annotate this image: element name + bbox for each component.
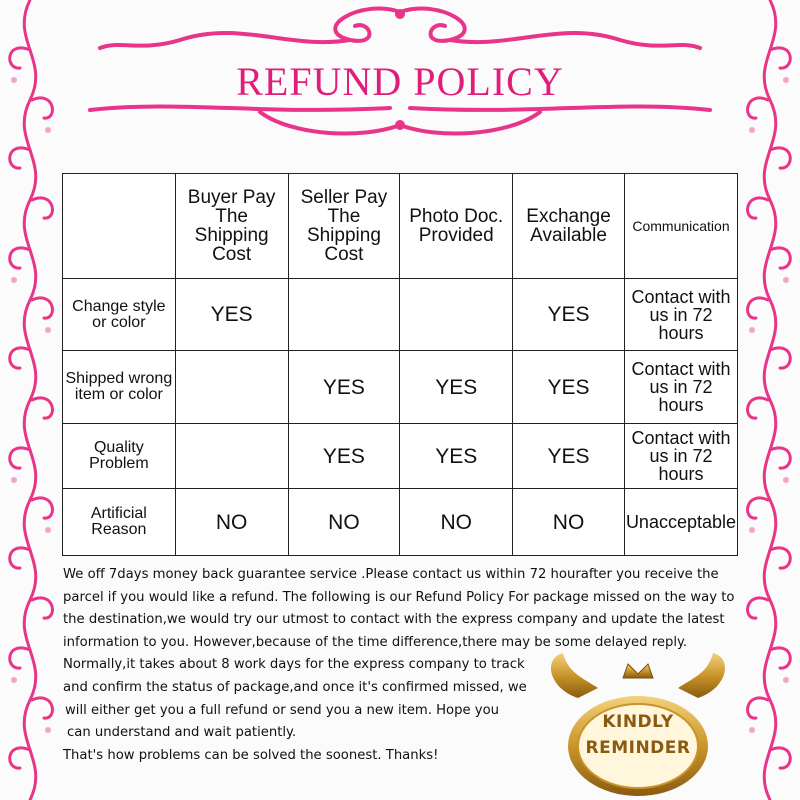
row-label-line: item or color (74, 386, 163, 403)
header-corner-cell (63, 174, 176, 279)
cell-seller: YES (288, 424, 400, 489)
cell-exchange: NO (513, 489, 625, 556)
cell-communication (624, 351, 737, 424)
notice-line: and confirm the status of package,and once it's confirmed missed, we (63, 679, 527, 695)
row-label-quality-problem (63, 424, 176, 489)
cell-exchange: YES (513, 424, 625, 489)
header-line: Exchange (526, 206, 611, 227)
header-buyer-pay-shipping (175, 174, 288, 279)
header-communication: Communication (624, 174, 737, 279)
notice-line: We off 7days money back guarantee service .Please contact us within 72 hourafter you receive the (63, 567, 719, 582)
notice-line: can understand and wait patiently. (67, 725, 297, 741)
comm-line: Contact with (631, 286, 731, 307)
cell-exchange: YES (513, 351, 625, 424)
cell-buyer (175, 424, 288, 489)
header-line: Cost (212, 244, 252, 265)
right-floral-border (738, 0, 800, 800)
row-label-line: or color (92, 313, 146, 331)
notice-line: Normally,it takes about 8 work days for the express company to track (63, 657, 525, 673)
notice-line: information to you. However,because of the time difference,there may be some delayed reply. (63, 634, 688, 650)
cell-photo: YES (400, 351, 513, 424)
header-line: Available (530, 225, 607, 246)
cell-photo: NO (400, 489, 513, 556)
cell-communication (624, 279, 737, 351)
left-floral-border (0, 0, 62, 800)
header-line: Cost (324, 244, 364, 265)
row-label-shipped-wrong (63, 351, 176, 424)
refund-policy-table (62, 173, 738, 556)
notice-line: the destination,we would try our utmost to contact with the express company and update the latest (63, 612, 725, 628)
header-line: The (215, 206, 248, 227)
row-label-line: Reason (91, 521, 147, 538)
cell-communication (624, 489, 737, 556)
row-label-line: Artificial (90, 505, 147, 522)
header-line: Provided (418, 225, 494, 246)
cell-seller: NO (288, 489, 400, 556)
cell-photo (400, 279, 513, 351)
row-label-change-style (63, 279, 176, 351)
cell-exchange: YES (513, 279, 625, 351)
notice-line: parcel if you would like a refund. The following is our Refund Policy For package missed on the way to (63, 589, 735, 605)
cell-buyer (175, 351, 288, 424)
header-photo-doc-provided (400, 174, 513, 279)
kindly-reminder-badge (538, 648, 738, 800)
row-label-line: Problem (89, 455, 149, 472)
header-exchange-available (513, 174, 625, 279)
header-line: Seller Pay (300, 187, 388, 208)
comm-line: hours (658, 395, 704, 415)
comm-line: hours (658, 464, 704, 484)
table-header-row (63, 174, 738, 279)
cell-communication (624, 424, 737, 489)
row-label-line: Quality (93, 439, 144, 456)
comm-line: hours (658, 322, 704, 343)
comm-line: us in 72 (649, 377, 713, 397)
header-line: Shipping (306, 225, 381, 246)
cell-seller: YES (288, 351, 400, 424)
table-row (63, 279, 738, 351)
comm-line: us in 72 (649, 446, 713, 466)
row-label-line: Change style (72, 297, 166, 315)
row-label-line: Shipped wrong (65, 370, 173, 387)
comm-line: us in 72 (649, 304, 713, 325)
header-seller-pay-shipping (288, 174, 400, 279)
header-line: Shipping (194, 225, 269, 246)
page-title: REFUND POLICY (236, 59, 564, 104)
header-line: The (327, 206, 361, 227)
badge-line-kindly: KINDLY (602, 712, 674, 732)
table-row (63, 489, 738, 556)
notice-line: That's how problems can be solved the soonest. Thanks! (63, 747, 439, 763)
cell-buyer: NO (175, 489, 288, 556)
comm-line: Unacceptable (625, 512, 737, 532)
table-row (63, 351, 738, 424)
badge-line-reminder: REMINDER (585, 738, 691, 758)
table-row (63, 424, 738, 489)
cell-photo: YES (400, 424, 513, 489)
header-line: Photo Doc. (409, 206, 504, 227)
comm-line: Contact with (631, 428, 731, 448)
comm-line: Contact with (631, 359, 731, 379)
row-label-artificial-reason (63, 489, 176, 556)
notice-line: will either get you a full refund or send you a new item. Hope you (65, 702, 500, 718)
header-line: Buyer Pay (187, 187, 276, 208)
cell-seller (288, 279, 400, 351)
cell-buyer: YES (175, 279, 288, 351)
